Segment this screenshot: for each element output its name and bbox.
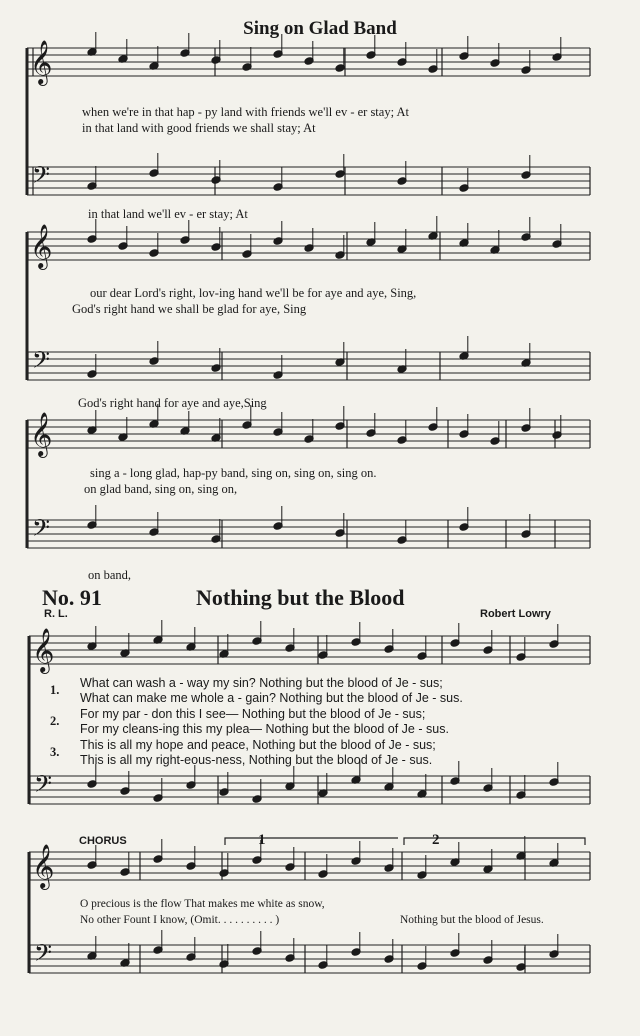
bass-clef: 𝄢 [34,770,53,803]
verse-number: 2. [50,714,60,728]
verse-line: For my cleans-ing this my plea— Nothing but the blood of Je - sus. [80,722,449,736]
verse-line: What can wash a - way my sin? Nothing but the blood of Je - sus; [80,676,443,690]
lyric-line: in that land with good friends we shall stay; At [82,121,316,135]
bass-clef: 𝄢 [34,939,53,972]
treble-clef: 𝄞 [30,40,53,84]
lyric-line: our dear Lord's right, lov-ing hand we'll be for aye and aye, Sing, [90,286,417,300]
bass-clef: 𝄢 [32,161,51,194]
treble-clef: 𝄞 [30,224,53,268]
treble-clef: 𝄞 [32,844,55,888]
composer-name: Robert Lowry [480,608,551,620]
lyric-line: sing a - long glad, hap-py band, sing on, sing on, sing on. [90,466,377,480]
hymn-number: No. 91 [42,585,102,610]
lyric-line: God's right hand we shall be glad for aye, Sing [72,302,307,316]
second-ending-number: 2 [432,832,440,848]
verse-line: What can make me whole a - gain? Nothing but the blood of Je - sus. [80,691,463,705]
verse-number: 3. [50,745,60,759]
first-ending-number: 1 [258,832,266,848]
treble-clef: 𝄞 [32,628,55,672]
first-ending-bracket [225,838,398,845]
lyric-line: on glad band, sing on, sing on, [84,482,238,496]
chorus-line: No other Fount I know, (Omit. . . . . . . . . . ) [80,914,280,926]
lyric-line: in that land we'll ev - er stay; At [88,207,248,221]
bass-clef: 𝄢 [32,514,51,547]
hymn-title: Nothing but the Blood [196,585,405,610]
lyric-line: when we're in that hap - py land with friends we'll ev - er stay; At [82,105,409,119]
song-title: Sing on Glad Band [243,18,397,39]
lyricist-initials: R. L. [44,608,68,620]
verse-line: This is all my hope and peace, Nothing but the blood of Je - sus; [80,738,436,752]
chorus-label: CHORUS [79,835,127,847]
lyric-line: on band, [88,568,132,582]
verse-line: For my par - don this I see— Nothing but the blood of Je - sus; [80,707,426,721]
lyric-line: God's right hand for aye and aye,Sing [78,396,267,410]
bass-clef: 𝄢 [32,346,51,379]
treble-clef: 𝄞 [30,412,53,456]
chorus-line: O precious is the flow That makes me white as snow, [80,898,325,910]
verse-number: 1. [50,683,60,697]
chorus-line: Nothing but the blood of Jesus. [400,914,544,926]
verse-line: This is all my right-eous-ness, Nothing but the blood of Je - sus. [80,753,433,767]
